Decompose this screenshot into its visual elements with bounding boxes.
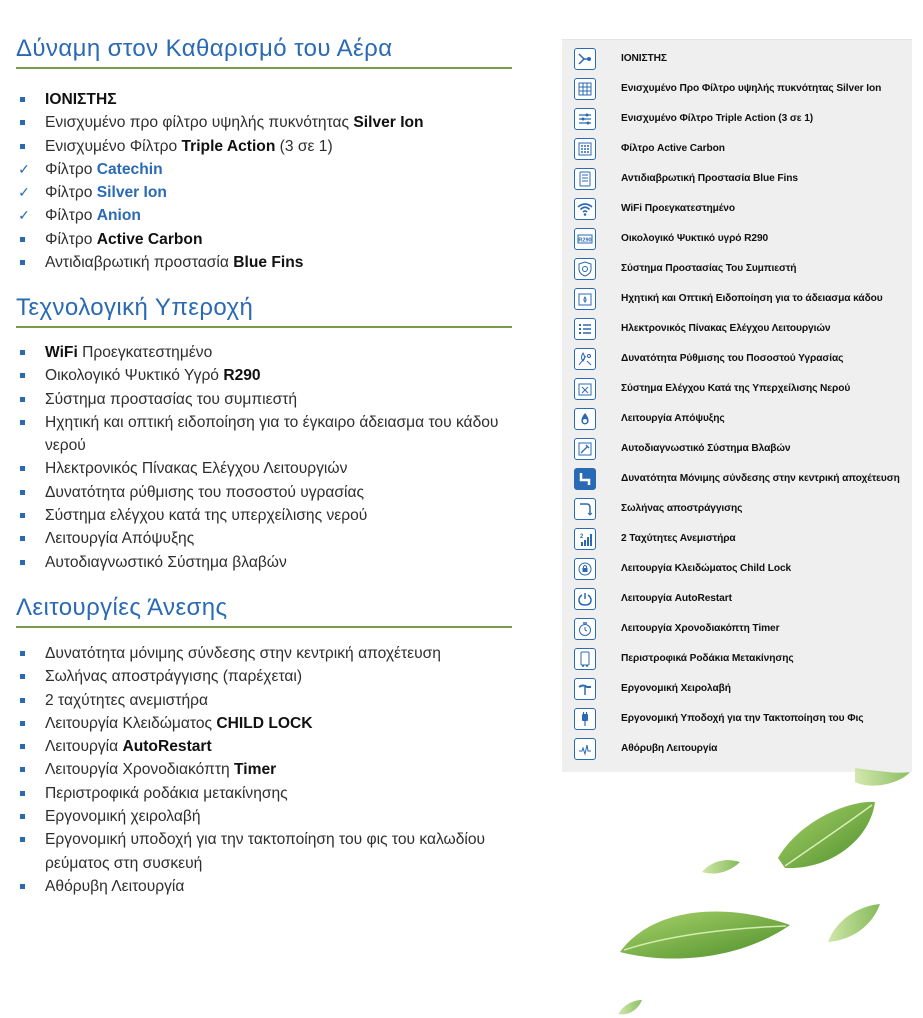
feature-text: Σύστημα ελέγχου κατά της υπερχείλισης νερού xyxy=(45,507,368,525)
wheels-icon xyxy=(574,648,596,670)
icon-panel-row xyxy=(574,494,906,524)
icon-panel-label: WiFi Προεγκατεστημένο xyxy=(621,203,735,214)
leaves-decoration-icon xyxy=(600,760,920,1018)
icon-panel-row xyxy=(574,164,906,194)
feature-text: Timer xyxy=(234,761,277,779)
feature-text: Προεγκατεστημένο xyxy=(77,344,213,361)
feature-text: WiFi xyxy=(45,344,78,361)
check-icon: ✓ xyxy=(18,160,30,177)
section-title-air-cleaning: Δύναμη στον Καθαρισμό του Αέρα xyxy=(16,34,512,69)
handle-icon xyxy=(574,678,596,700)
drain-connection-icon xyxy=(574,468,596,490)
feature-text: Λειτουργία xyxy=(45,738,123,756)
icon-panel-label: Εργονομική Υποδοχή για την Τακτοποίηση του Φις xyxy=(621,713,864,724)
feature-text: Περιστροφικά ροδάκια μετακίνησης xyxy=(45,784,288,802)
icon-panel-label: 2 Ταχύτητες Ανεμιστήρα xyxy=(621,533,736,544)
icon-panel-label: Αθόρυβη Λειτουργία xyxy=(621,743,718,754)
icon-panel-label: Δυνατότητα Ρύθμισης του Ποσοστού Υγρασίας xyxy=(621,353,844,364)
humidity-icon xyxy=(574,348,596,370)
child-lock-icon xyxy=(574,558,596,580)
icon-panel-row xyxy=(574,104,906,134)
feature-text: Ηλεκτρονικός Πίνακας Ελέγχου Λειτουργιών xyxy=(45,460,348,478)
icon-panel-label: Σωλήνας αποστράγγισης xyxy=(621,503,743,514)
feature-item xyxy=(16,88,514,111)
hepa-filter-icon xyxy=(574,78,596,100)
feature-item xyxy=(16,158,514,181)
feature-item xyxy=(16,457,514,480)
feature-item xyxy=(16,805,514,828)
icon-panel-row xyxy=(574,374,906,404)
feature-list-air-cleaning xyxy=(16,88,514,274)
feature-item xyxy=(16,504,514,527)
feature-text: Σύστημα προστασίας του συμπιεστή xyxy=(45,390,298,408)
feature-text: Active Carbon xyxy=(96,230,203,248)
feature-text: Οικολογικό Ψυκτικό Υγρό xyxy=(45,367,224,385)
icon-panel-row xyxy=(574,314,906,344)
feature-text: CHILD LOCK xyxy=(216,714,313,732)
feature-text: Triple Action xyxy=(181,137,276,155)
feature-item xyxy=(16,228,514,251)
icon-panel-row xyxy=(574,614,906,644)
drain-hose-icon xyxy=(574,498,596,520)
feature-text: Λειτουργία Χρονοδιακόπτη xyxy=(45,761,235,779)
check-icon: ✓ xyxy=(18,207,30,224)
triple-filter-icon xyxy=(574,108,596,130)
compressor-shield-icon xyxy=(574,258,596,280)
icon-panel-row xyxy=(574,284,906,314)
feature-item xyxy=(16,111,514,134)
feature-text: Ηχητική και οπτική ειδοποίηση για το έγκαιρο άδειασμα του κάδου νερού xyxy=(45,413,499,455)
defrost-icon xyxy=(574,408,596,430)
feature-item xyxy=(16,828,514,875)
feature-item xyxy=(16,341,514,364)
icon-panel-label: Εργονομική Χειρολαβή xyxy=(621,683,731,694)
icon-panel-label: Λειτουργία AutoRestart xyxy=(621,593,732,604)
icon-panel-row xyxy=(574,434,906,464)
feature-text: Ενισχυμένο προ φίλτρο υψηλής πυκνότητας xyxy=(45,114,354,132)
icon-panel-label: Λειτουργία Κλειδώματος Child Lock xyxy=(621,563,792,574)
feature-text: Αντιδιαβρωτική προστασία xyxy=(45,254,234,272)
feature-text: Αθόρυβη Λειτουργία xyxy=(45,877,185,895)
feature-text: Φίλτρο xyxy=(45,160,97,178)
feature-text: Δυνατότητα μόνιμης σύνδεσης στην κεντρική αποχέτευση xyxy=(45,645,441,662)
icon-panel-label: Λειτουργία Χρονοδιακόπτη Timer xyxy=(621,623,780,634)
timer-icon xyxy=(574,618,596,640)
feature-text: Silver Ion xyxy=(96,184,167,202)
feature-text: Ενισχυμένο Φίλτρο xyxy=(45,137,182,155)
feature-item xyxy=(16,689,514,712)
icon-panel-label: Σύστημα Ελέγχου Κατά της Υπερχείλισης Νερού xyxy=(621,383,851,394)
overflow-icon xyxy=(574,378,596,400)
section-title-technology: Τεχνολογική Υπεροχή xyxy=(16,293,512,328)
feature-text: AutoRestart xyxy=(122,738,212,756)
icon-panel-label: Σύστημα Προστασίας Του Συμπιεστή xyxy=(621,263,797,274)
feature-text: Blue Fins xyxy=(233,254,304,272)
feature-text: Δυνατότητα ρύθμισης του ποσοστού υγρασίας xyxy=(45,483,365,501)
feature-item xyxy=(16,135,514,158)
feature-item xyxy=(16,388,514,411)
blue-fins-icon xyxy=(574,168,596,190)
feature-item xyxy=(16,712,514,735)
feature-text: ΙΟΝΙΣΤΗΣ xyxy=(45,91,117,108)
feature-text: R290 xyxy=(223,367,261,385)
power-icon xyxy=(574,588,596,610)
feature-text: (3 σε 1) xyxy=(275,137,333,155)
feature-text: Anion xyxy=(96,207,141,225)
icon-panel-label: Ηλεκτρονικός Πίνακας Ελέγχου Λειτουργιών xyxy=(621,323,831,334)
feature-text: Εργονομική υποδοχή για την τακτοποίηση του φις του καλωδίου ρεύματος στη συσκευή xyxy=(45,831,486,872)
check-icon: ✓ xyxy=(18,184,30,201)
icon-panel-label: Οικολογικό Ψυκτικό υγρό R290 xyxy=(621,233,769,244)
icon-panel-row xyxy=(574,254,906,284)
feature-text: Σωλήνας αποστράγγισης (παρέχεται) xyxy=(45,668,303,686)
icon-panel-label: Φίλτρο Active Carbon xyxy=(621,143,725,154)
feature-item xyxy=(16,665,514,688)
feature-text: Λειτουργία Απόψυξης xyxy=(45,530,195,548)
icon-panel-row xyxy=(574,74,906,104)
feature-item xyxy=(16,735,514,758)
feature-item xyxy=(16,411,514,458)
icon-panel-label: Ηχητική και Οπτική Ειδοποίηση για το άδειασμα κάδου xyxy=(621,293,883,304)
icon-panel-label: Ενισχυμένο Φίλτρο Triple Action (3 σε 1) xyxy=(621,113,814,124)
feature-text: Λειτουργία Κλειδώματος xyxy=(45,714,217,732)
carbon-filter-icon xyxy=(574,138,596,160)
feature-item xyxy=(16,551,514,574)
feature-item xyxy=(16,181,514,204)
feature-text: Φίλτρο xyxy=(45,230,97,248)
icon-panel-label: Λειτουργία Απόψυξης xyxy=(621,413,725,424)
wifi-icon xyxy=(574,198,596,220)
ionizer-icon xyxy=(574,48,596,70)
feature-item xyxy=(16,758,514,781)
feature-item xyxy=(16,527,514,550)
feature-text: Catechin xyxy=(96,160,163,178)
r290-icon xyxy=(574,228,596,250)
icon-panel-row xyxy=(574,674,906,704)
feature-item xyxy=(16,251,514,274)
feature-text: Silver Ion xyxy=(353,114,424,132)
icon-panel-row xyxy=(574,134,906,164)
icon-panel-row xyxy=(574,404,906,434)
feature-text: Φίλτρο xyxy=(45,207,97,225)
feature-text: Αυτοδιαγνωστικό Σύστημα βλαβών xyxy=(45,553,287,571)
icon-panel-label: Περιστροφικά Ροδάκια Μετακίνησης xyxy=(621,653,794,664)
icon-panel-label: Αντιδιαβρωτική Προστασία Blue Fins xyxy=(621,173,798,184)
icon-panel-row xyxy=(574,554,906,584)
self-diagnosis-icon xyxy=(574,438,596,460)
icon-panel-row xyxy=(574,344,906,374)
icon-panel-row xyxy=(574,704,906,734)
icon-panel-row xyxy=(574,224,906,254)
icon-panel-row xyxy=(574,464,906,494)
tank-alert-icon xyxy=(574,288,596,310)
fan-speed-icon xyxy=(574,528,596,550)
feature-text: Φίλτρο xyxy=(45,184,97,202)
feature-item xyxy=(16,364,514,387)
svg-text:R290: R290 xyxy=(578,237,592,244)
feature-item xyxy=(16,204,514,227)
feature-list-comfort xyxy=(16,642,514,898)
icon-panel-row xyxy=(574,644,906,674)
feature-text: 2 ταχύτητες ανεμιστήρα xyxy=(45,691,209,709)
feature-icon-panel xyxy=(562,39,912,772)
feature-item xyxy=(16,481,514,504)
feature-item xyxy=(16,875,514,898)
feature-item xyxy=(16,782,514,805)
feature-list-technology xyxy=(16,341,514,574)
plug-holder-icon xyxy=(574,708,596,730)
icon-panel-label: Ενισχυμένο Προ Φίλτρο υψηλής πυκνότητας Silver Ion xyxy=(621,83,882,94)
icon-panel-row xyxy=(574,524,906,554)
icon-panel-label: ΙΟΝΙΣΤΗΣ xyxy=(621,53,667,64)
icon-panel-label: Δυνατότητα Μόνιμης σύνδεσης στην κεντρική αποχέτευση xyxy=(621,473,900,484)
icon-panel-row xyxy=(574,584,906,614)
icon-panel-row xyxy=(574,44,906,74)
section-title-comfort: Λειτουργίες Άνεσης xyxy=(16,593,512,628)
silent-icon xyxy=(574,738,596,760)
feature-item xyxy=(16,642,514,665)
svg-text:2: 2 xyxy=(580,534,584,540)
icon-panel-row xyxy=(574,194,906,224)
control-panel-icon xyxy=(574,318,596,340)
icon-panel-label: Αυτοδιαγνωστικό Σύστημα Βλαβών xyxy=(621,443,791,454)
feature-text: Εργονομική χειρολαβή xyxy=(45,808,201,826)
